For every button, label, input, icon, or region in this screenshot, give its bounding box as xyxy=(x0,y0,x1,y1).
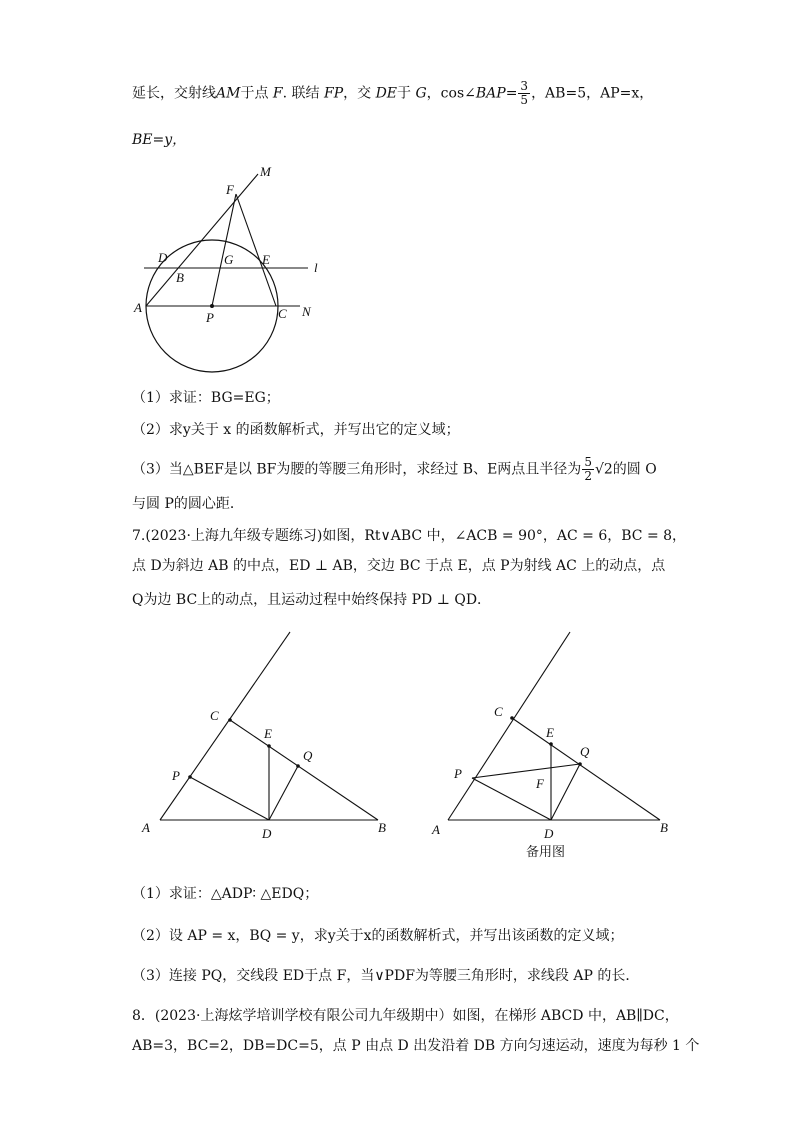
p6-line2: BE=y， xyxy=(132,132,187,148)
p6-q1: （1）求证：BG=EG； xyxy=(132,390,280,406)
segment-CB xyxy=(512,718,660,820)
label-B: B xyxy=(176,270,184,285)
label-E: E xyxy=(546,725,554,740)
figure-caption: 备用图 xyxy=(526,845,566,860)
segment-CB xyxy=(230,720,378,820)
label-l: l xyxy=(314,260,318,275)
label-C: C xyxy=(210,708,219,723)
p6-q2: （2）求y关于 x 的函数解析式，并写出它的定义域； xyxy=(132,422,460,438)
label-M: M xyxy=(260,164,271,179)
label-G: G xyxy=(224,252,234,267)
p6-line1: 延长，交射线AM于点 F. 联结 FP，交 DE于 G，cos∠BAP= $\frac{3}{5}$ ，AB=5，AP=x， xyxy=(132,79,654,107)
p8-line2: AB=3，BC=2，DB=DC=5，点 P 由点 D 出发沿着 DB 方向匀速运动，速度为每秒 1 个 xyxy=(132,1038,700,1054)
label-A: A xyxy=(134,300,142,315)
label-A: A xyxy=(432,822,440,837)
p7-line2: 点 D为斜边 AB 的中点，ED ⊥ AB，交边 BC 于点 E，点 P为射线 AC 上的动点，点 xyxy=(132,558,666,574)
point-E xyxy=(267,744,271,748)
point-E xyxy=(549,742,553,746)
fraction-5-2: $\frac{5}{2}$ xyxy=(584,455,592,483)
label-D: D xyxy=(544,826,554,841)
label-F: F xyxy=(536,776,544,791)
p6-q3: （3）当△BEF是以 BF为腰的等腰三角形时，求经过 B、E两点且半径为 $\frac{5}{2}$ √2的圆 O xyxy=(132,455,657,483)
segment-QD xyxy=(269,766,298,820)
label-F: F xyxy=(226,182,234,197)
label-B: B xyxy=(378,820,386,835)
segment-FP xyxy=(212,194,236,306)
point-C xyxy=(510,716,514,720)
ray-AM xyxy=(146,174,258,306)
label-E: E xyxy=(262,252,270,267)
label-E: E xyxy=(264,726,272,741)
label-B: B xyxy=(660,820,668,835)
p7-q1: （1）求证：△ADP∶ △EDQ； xyxy=(132,886,319,902)
label-Q: Q xyxy=(303,748,313,763)
label-C: C xyxy=(278,306,287,321)
point-Q xyxy=(578,762,582,766)
point-P xyxy=(210,304,214,308)
p7-q2: （2）设 AP = x，BQ = y，求y关于x的函数解析式，并写出该函数的定义域； xyxy=(132,928,624,944)
segment-PQ xyxy=(472,764,580,778)
label-P: P xyxy=(172,768,180,783)
label-P: P xyxy=(454,766,462,781)
circle-figure xyxy=(130,160,330,325)
label-P: P xyxy=(206,310,214,325)
point-C xyxy=(228,718,232,722)
p6-q3-cont: 与圆 P的圆心距． xyxy=(132,496,244,512)
label-A: A xyxy=(142,820,150,835)
label-Q: Q xyxy=(580,744,590,759)
point-P xyxy=(188,775,192,779)
segment-PD xyxy=(190,777,269,820)
triangle-figure-1 xyxy=(140,620,400,840)
p8-line1: 8．(2023·上海炫学培训学校有限公司九年级期中）如图，在梯形 ABCD 中，AB∥DC， xyxy=(132,1008,679,1024)
fraction-3-5: $\frac{3}{5}$ xyxy=(520,79,529,107)
label-N: N xyxy=(302,304,311,319)
p7-q3: （3）连接 PQ，交线段 ED于点 F，当∨PDF为等腰三角形时，求线段 AP 的长． xyxy=(132,968,640,984)
label-C: C xyxy=(494,704,503,719)
label-D: D xyxy=(158,250,168,265)
segment-QD xyxy=(551,764,580,820)
p7-line3: Q为边 BC上的动点，且运动过程中始终保持 PD ⊥ QD． xyxy=(132,592,492,608)
label-D: D xyxy=(262,826,272,841)
segment-FC xyxy=(236,194,276,306)
triangle-figure-2 xyxy=(430,620,690,860)
point-Q xyxy=(296,764,300,768)
p7-line1: 7.(2023·上海九年级专题练习)如图，Rt∨ABC 中，∠ACB = 90°，AC = 6，BC = 8， xyxy=(132,528,687,544)
